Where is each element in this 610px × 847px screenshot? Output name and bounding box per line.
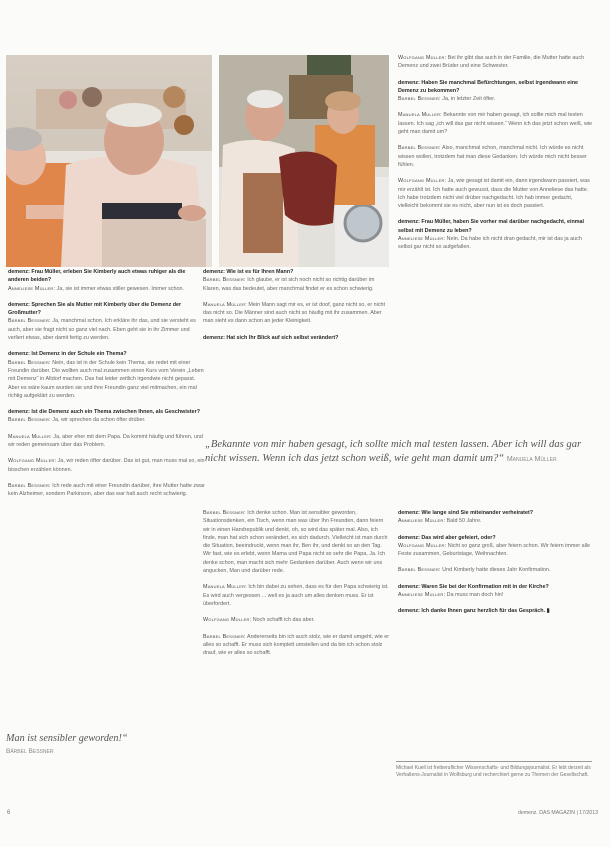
column-3-lower xyxy=(398,509,594,624)
interview-answer: Mein Mann sagt mir es, er ist doof, ganz nicht so, er nicht das nicht so. Die Männer sind auch nicht so häufig mit ihr zusammen. Aber man sieht es dann schon an jeder Kleinigkeit. xyxy=(203,301,386,325)
photo-couple-illustration xyxy=(6,55,212,267)
interview-answer: Ja, wir reden öfter darüber. Das ist gut, man muss mal so, ein bisschen erzählen können. xyxy=(8,458,205,473)
interview-answer: Ich glaube, er ist sich noch nicht so richtig darüber im Klaren, was das bedeutet, aber manchmal findet er es schon schwierig. xyxy=(203,277,375,292)
interview-answer: Ja, manchmal schon. Ich erkläre ihr das, und sie versteht es auch, aber sie fragt nicht so ganz viel nach. Eben geht sie in ihr Zimmer und verliert etwas, aber damit fertig zu werden. xyxy=(8,318,196,342)
column-1 xyxy=(8,268,206,507)
small-quote-text: Man ist sensibler geworden!“ xyxy=(6,733,128,744)
speaker-name: Bärbel Bessner: xyxy=(203,277,246,284)
interview-answer: Da muss man doch hin! xyxy=(446,592,504,599)
interview-paragraph xyxy=(8,457,206,474)
interview-paragraph xyxy=(398,607,594,615)
interview-answer: Ja, sie ist immer etwas stiller gewesen. Immer schon. xyxy=(56,285,184,292)
interview-paragraph xyxy=(203,616,389,624)
interview-question: demenz: Waren Sie bei der Konfirmation mit in der Kirche? xyxy=(398,583,549,590)
speaker-name: Wolfgang Müller: xyxy=(398,55,447,61)
interview-question: demenz: Wie ist es für Ihren Mann? xyxy=(203,269,294,275)
interview-paragraph xyxy=(8,301,206,342)
column-2-lower xyxy=(203,509,389,665)
speaker-name: Bärbel Bessner: xyxy=(8,417,51,424)
photo-couple-on-sofa xyxy=(6,55,212,267)
photo-couple-in-kitchen xyxy=(219,55,389,267)
small-pull-quote xyxy=(6,732,201,758)
big-pull-quote xyxy=(205,438,595,467)
interview-question: demenz: Haben Sie manchmal Befürchtungen, selbst irgendwann eine Demenz zu bekommen? xyxy=(398,79,579,94)
speaker-name: Wolfgang Müller: xyxy=(398,542,447,549)
speaker-name: Anneliese Müller: xyxy=(398,518,446,525)
speaker-name: Manuela Müller: xyxy=(203,584,247,591)
small-quote-attribution: Bärbel Bessner xyxy=(6,748,54,755)
interview-paragraph xyxy=(203,268,389,293)
column-2-upper xyxy=(203,268,389,350)
interview-answer: Ja, wie gesagt ist damit ein, dann irgendwann passiert, was mir erzählt ist. Ich hatte auch gewusst, dass die Mutter von Anneliese das hatte. Ich habe trotzdem nicht viel drüber nachgedacht. Ich hab immer gedacht, vielleicht bekommt sie es nicht, aber nun ist es doch passiert. xyxy=(398,178,590,210)
speaker-name: Wolfgang Müller: xyxy=(8,458,57,465)
col2-block xyxy=(203,268,389,342)
interview-answer: Andererseits bin ich auch stolz, wie er damit umgeht, wie er alles so schafft. Er muss sich komplett umstellen und da bin ich schon stolz drauf, wie er alles so schafft. xyxy=(203,633,389,657)
col3b-block xyxy=(398,509,594,616)
interview-paragraph xyxy=(203,509,389,575)
interview-paragraph xyxy=(203,334,389,342)
page-number: 6 xyxy=(7,810,11,816)
interview-paragraph xyxy=(398,566,594,574)
speaker-name: Bärbel Bessner: xyxy=(203,510,246,516)
interview-question: demenz: Ich danke Ihnen ganz herzlich für das Gespräch. ▮ xyxy=(398,608,550,615)
interview-answer: Ich rede auch mit einer Freundin darüber, ihre Mutter hatte zwar kein Alzheimer, sondern Parkinson, aber das war halt auch recht schwierig. xyxy=(8,482,205,498)
speaker-name: Bärbel Bessner: xyxy=(8,482,51,489)
interview-answer: Ja, aber eher mit dem Papa. Da kommt häufig und führen, und wir reden gemeinsam über das Problem. xyxy=(8,433,203,449)
interview-paragraph xyxy=(398,534,594,559)
speaker-name: Anneliese Müller: xyxy=(398,592,446,599)
col1-block xyxy=(8,268,206,499)
interview-paragraph xyxy=(203,301,389,326)
interview-question: demenz: Frau Müller, erleben Sie Kimberly auch etwas ruhiger als die anderen beiden? xyxy=(8,269,186,284)
speaker-name: Bärbel Bessner: xyxy=(398,145,441,152)
interview-paragraph xyxy=(8,482,206,499)
speaker-name: Bärbel Bessner: xyxy=(8,318,51,325)
interview-answer: Noch schafft ich das aber. xyxy=(252,617,315,624)
interview-paragraph xyxy=(8,408,206,425)
interview-question: demenz: Ist Demenz in der Schule ein Thema? xyxy=(8,351,127,358)
interview-paragraph xyxy=(398,79,594,104)
interview-answer: Nein, das ist in der Schule kein Thema, sie redet mit einer Freundin darüber. Die wollten auch mal zusammen einen Kurs vom Verein „Leben mit Demenz“ in Altdorf machen. Das hat leider zeitlich irgendwie nicht gepasst. Aber es wäre kaum wurden sie und ihre Freundin ganz viel mitmachen, ein mal richtig aufgeklärt zu werden. xyxy=(8,359,204,399)
speaker-name: Manuela Müller: xyxy=(398,112,442,119)
speaker-name: Manuela Müller: xyxy=(203,301,247,308)
speaker-name: Bärbel Bessner: xyxy=(8,359,51,366)
big-quote-text: „Bekannte von mir haben gesagt, ich sollte mich mal testen lassen. Aber ich will das gar nicht wissen. Wenn ich das jetzt schon weiß, wie geht man damit um?“ xyxy=(205,439,582,464)
interview-answer: Ich denke schon. Man ist sensibler geworden, Situationsdenken, ein Tisch, wenn man was über Ihn Freunden, dann feiern wir in einen Handrepublik und denkt, oh, so wird das später mal. Also, ich finde, man hat sich schon verändert, es sich dadurch. Vielleicht ist man durch die Situation, beeindruckt, wenn man ihr, Ben ihr, und denkt so an den Tag. Wir fast, wie es erlebt, wenn Mama und Papa nicht so sehr die Papa, Ja. Ich denke schon, man macht sich mehr Gedanken darüber. Auch wenn wir uns angucken, Man und darüber rede. xyxy=(203,510,388,575)
interview-paragraph xyxy=(398,583,594,600)
interview-answer: Bei ihr gibt das auch in der Familie, die Mutter hatte auch Demenz und zwei Brüder und eine Schwester. xyxy=(398,55,585,70)
interview-answer: Also, manchmal schon, manchmal nicht. Ich würde es nicht wissen wollen, trotzdem hat man diese Gedanken. Ich würde mich nicht besser fühlen. xyxy=(398,145,587,168)
interview-paragraph xyxy=(398,509,594,526)
interview-paragraph xyxy=(398,144,594,169)
interview-paragraph xyxy=(8,350,206,400)
col3-block xyxy=(398,54,594,252)
interview-answer: Nein. Da habe ich nicht dran gedacht, mir ist das ja auch selbst gar nicht so aufgefallen. xyxy=(398,236,582,251)
interview-question: demenz: Ist die Demenz auch ein Thema zwischen Ihnen, als Geschwister? xyxy=(8,409,201,416)
journal-footer: demenz. DAS MAGAZIN | 17/2013 xyxy=(517,810,598,816)
photo-kitchen-illustration xyxy=(219,55,389,267)
interview-question: demenz: Sprechen Sie als Mutter mit Kimberly über die Demenz der Großmutter? xyxy=(8,301,182,317)
col2b-block xyxy=(203,509,389,657)
interview-paragraph xyxy=(398,177,594,210)
interview-answer: Bekannte von mir haben gesagt, ich sollte mich mal testen lassen. Ich sag „ich will das gar nicht wissen.“ Wenn ich das jetzt schon weiß, wie geht man damit um? xyxy=(398,112,593,136)
interview-answer: Bald 50 Jahre. xyxy=(446,518,482,525)
interview-answer: Und Kimberly hatte dieses Jahr Konfirmation. xyxy=(442,567,551,574)
interview-question: demenz: Frau Müller, haben Sie vorher mal darüber nachgedacht, einmal selbst mit Demenz zu leben? xyxy=(398,219,585,234)
speaker-name: Anneliese Müller: xyxy=(398,236,446,243)
author-bio: Michael Kuell ist freiberuflicher Wissenschafts- und Bildungsjournalist. Er lebt derzeit als Verhaltens-Journalist in Wolfsburg und recherchiert gerne zu Themen der Gesellschaft. xyxy=(396,765,591,779)
speaker-name: Wolfgang Müller: xyxy=(398,178,447,185)
interview-answer: Ich bin dabei zu sehen, dass es für den Papa schwierig ist. Es wird auch vergessen ... weil es ja auch um alles denken muss. Er ist überfordert. xyxy=(203,584,389,607)
speaker-name: Wolfgang Müller: xyxy=(203,617,252,624)
speaker-name: Bärbel Bessner: xyxy=(398,96,441,103)
column-3-upper xyxy=(398,54,594,260)
interview-answer: Nicht so ganz groß, aber feiern schon. Wir feiern immer alle Feste zusammen, Geburtstage, Weihnachten. xyxy=(398,542,591,558)
interview-paragraph xyxy=(398,218,594,251)
speaker-name: Manuela Müller: xyxy=(8,433,52,440)
big-quote-attribution: Manuela Müller xyxy=(506,456,557,463)
interview-paragraph xyxy=(398,54,594,71)
interview-question: demenz: Wie lange sind Sie miteinander verheiratet? xyxy=(398,510,534,516)
interview-paragraph xyxy=(203,583,389,608)
interview-answer: Ja, wir sprechen da schon öfter drüber. xyxy=(52,417,146,424)
speaker-name: Anneliese Müller: xyxy=(8,285,56,292)
interview-question: demenz: Hat sich Ihr Blick auf sich selbst verändert? xyxy=(203,334,339,341)
interview-paragraph xyxy=(398,111,594,136)
interview-answer: Ja, in letzter Zeit öfter. xyxy=(442,96,496,103)
interview-paragraph xyxy=(8,433,206,450)
speaker-name: Bärbel Bessner: xyxy=(203,633,246,640)
interview-paragraph xyxy=(8,268,206,293)
interview-paragraph xyxy=(203,633,389,658)
interview-question: demenz: Das wird aber gefeiert, oder? xyxy=(398,534,496,541)
bio-divider xyxy=(396,761,592,762)
speaker-name: Bärbel Bessner: xyxy=(398,567,441,574)
